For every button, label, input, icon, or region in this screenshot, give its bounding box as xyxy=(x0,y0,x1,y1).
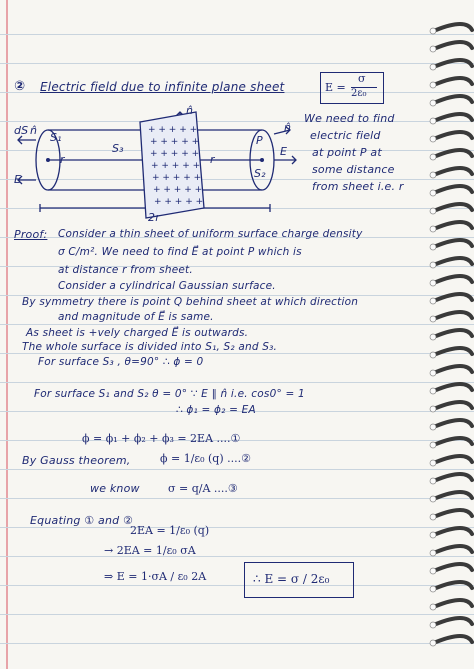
equation-3: σ = q/A ....③ xyxy=(168,482,238,495)
proof-line-6: and magnitude of E⃗ is same. xyxy=(58,311,214,323)
label-p: P xyxy=(256,134,263,147)
result-denominator: 2ε₀ xyxy=(351,88,367,99)
equation-5: → 2EA = 1/ε₀ σA xyxy=(104,544,196,557)
label-2r: 2r xyxy=(148,211,160,224)
ruled-line xyxy=(0,353,474,354)
note-line-4: some distance xyxy=(312,163,395,176)
ruled-line xyxy=(0,556,474,557)
ruled-line xyxy=(0,527,474,528)
label-n-right: n̂ xyxy=(284,121,292,134)
proof-line-10: For surface S₁ and S₂ θ = 0° ∵ E ∥ n̂ i.e. cos0° = 1 xyxy=(34,388,305,400)
ruled-line xyxy=(0,614,474,615)
final-result: ∴ E = σ / 2ε₀ xyxy=(253,572,330,586)
svg-text:+ + + + +: + + + + + xyxy=(154,197,204,207)
proof-line-5: By symmetry there is point Q behind sheet at which direction xyxy=(22,296,359,308)
label-r-right: r xyxy=(210,153,215,166)
proof-line-7: As sheet is +vely charged E⃗ is outwards. xyxy=(26,327,249,339)
ruled-line xyxy=(0,585,474,586)
heading-title: Electric field due to infinite plane sheet xyxy=(40,80,285,94)
label-s3: S₃ xyxy=(112,142,124,155)
result-lhs: E = xyxy=(325,81,346,94)
svg-text:+ + + + +: + + + + + xyxy=(152,173,202,183)
label-s1: S₁ xyxy=(50,131,62,144)
svg-text:+ + + + +: + + + + + xyxy=(150,137,200,147)
heading-number: ② xyxy=(14,79,26,94)
equation-4-label: Equating ① and ② xyxy=(30,514,134,527)
label-s2: S₂ xyxy=(254,167,266,180)
equation-3-label: we know xyxy=(90,482,140,495)
ruled-line xyxy=(0,382,474,383)
svg-text:+ + + + +: + + + + + xyxy=(148,125,198,135)
note-line-1: We need to find xyxy=(304,112,395,125)
ruled-line xyxy=(0,469,474,470)
ruled-line xyxy=(0,63,474,64)
note-line-3: at point P at xyxy=(312,146,382,159)
result-numerator: σ xyxy=(358,72,366,85)
result-box xyxy=(320,72,384,104)
proof-line-3: at distance r from sheet. xyxy=(58,264,193,276)
label-r-left: r xyxy=(60,153,65,166)
note-line-2: electric field xyxy=(310,129,381,142)
spiral-binding xyxy=(426,0,474,669)
proof-line-8: The whole surface is divided into S₁, S₂ and S₃. xyxy=(22,341,278,353)
equation-2-label: By Gauss theorem, xyxy=(22,454,131,467)
proof-label: Proof: xyxy=(14,228,48,241)
ruled-line xyxy=(0,643,474,644)
label-e-left: E xyxy=(14,173,22,186)
equation-2: ϕ = 1/ε₀ (q) ....② xyxy=(160,452,251,465)
label-n-top: n̂ xyxy=(186,104,194,117)
note-line-5: from sheet i.e. r xyxy=(312,180,404,193)
svg-text:+ + + + +: + + + + + xyxy=(150,149,200,159)
svg-text:+ + + + +: + + + + + xyxy=(153,185,203,195)
label-ds: dS xyxy=(14,124,29,137)
equation-4: 2EA = 1/ε₀ (q) xyxy=(130,524,210,537)
svg-text:+ + + + +: + + + + + xyxy=(151,161,201,171)
ruled-line xyxy=(0,498,474,499)
equation-6: ⇒ E = 1·σA / ε₀ 2A xyxy=(104,570,207,583)
proof-line-4: Consider a cylindrical Gaussian surface. xyxy=(58,280,276,292)
proof-line-2: σ C/m². We need to find E⃗ at point P which is xyxy=(58,246,302,258)
equation-1: ϕ = ϕ₁ + ϕ₂ + ϕ₃ = 2EA ....① xyxy=(82,432,241,445)
ruled-line xyxy=(0,34,474,35)
ruled-line xyxy=(0,324,474,325)
proof-line-11: ∴ ϕ₁ = ϕ₂ = EA xyxy=(176,404,256,416)
proof-line-9: For surface S₃ , θ=90° ∴ ϕ = 0 xyxy=(38,356,204,368)
final-result-box xyxy=(244,562,354,598)
proof-line-1: Consider a thin sheet of uniform surface charge density xyxy=(58,228,363,240)
label-e-right: E xyxy=(280,145,288,158)
label-n-left: n̂ xyxy=(30,124,38,137)
